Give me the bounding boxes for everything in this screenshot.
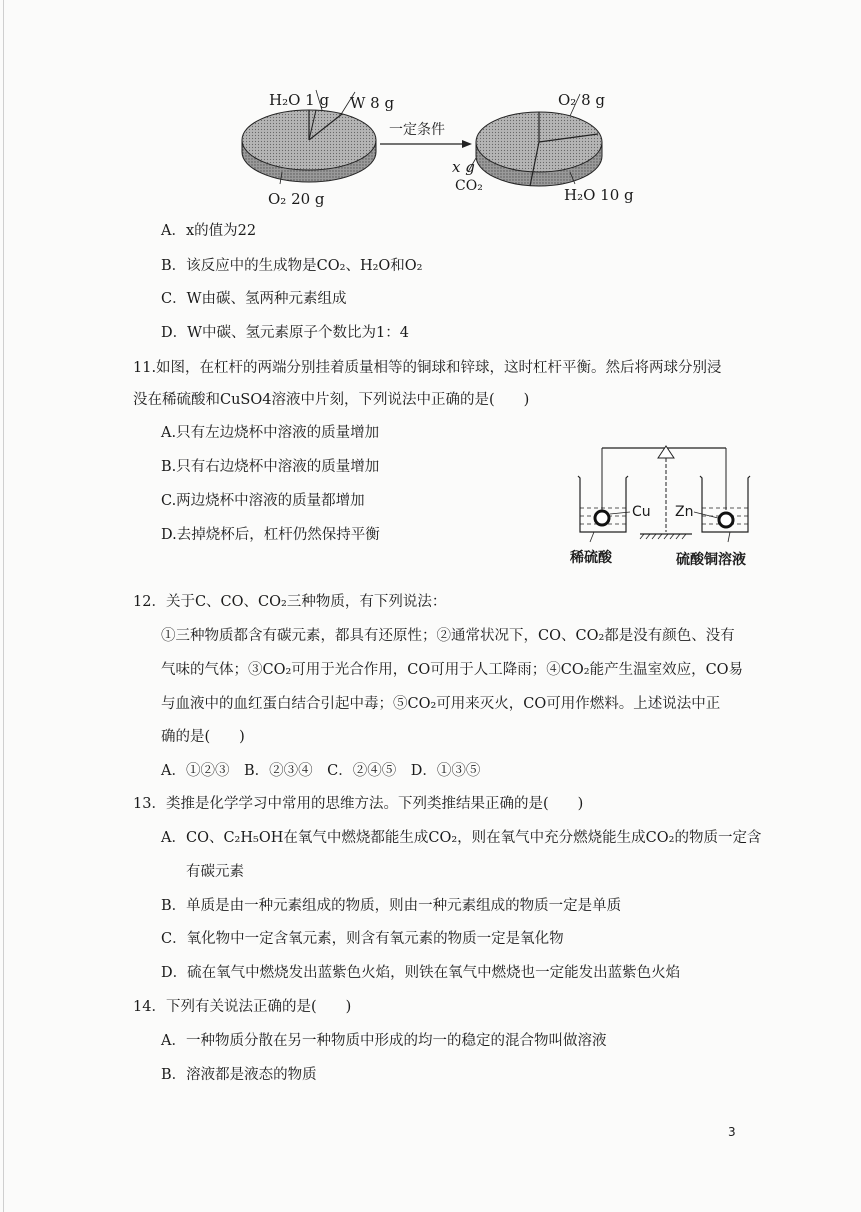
q10-label-w: W 8 g — [350, 94, 395, 112]
q10-label-o2-right: O₂ 8 g — [558, 91, 605, 109]
q11-option-c: C.两边烧杯中溶液的质量都增加 — [161, 493, 365, 509]
q12-body-line3: 与血液中的血红蛋白结合引起中毒；⑤CO₂可用来灭火，CO可用作燃料。上述说法中正 — [161, 696, 721, 712]
q14-stem: 14．下列有关说法正确的是( ) — [133, 999, 352, 1015]
q13-option-b: B．单质是由一种元素组成的物质，则由一种元素组成的物质一定是单质 — [161, 898, 622, 914]
q12-body-line1: ①三种物质都含有碳元素，都具有还原性；②通常状况下，CO、CO₂都是没有颜色、没有 — [161, 628, 735, 644]
q11-option-d: D.去掉烧杯后，杠杆仍然保持平衡 — [161, 527, 380, 543]
q10-arrow-label: 一定条件 — [389, 122, 445, 138]
q10-label-h2o-right: H₂O 10 g — [564, 186, 634, 204]
q11-label-right-beaker: 硫酸铜溶液 — [676, 552, 746, 568]
q12-stem: 12．关于C、CO、CO₂三种物质，有下列说法： — [133, 594, 447, 610]
q14-option-b: B．溶液都是液态的物质 — [161, 1067, 317, 1083]
page-number: 3 — [728, 1125, 736, 1139]
q10-option-b: B．该反应中的生成物是CO₂、H₂O和O₂ — [161, 258, 423, 274]
q12-body-line2: 气味的气体；③CO₂可用于光合作用，CO可用于人工降雨；④CO₂能产生温室效应，CO易 — [161, 662, 744, 678]
q12-body-line4: 确的是( ) — [161, 729, 245, 745]
q13-option-d: D．硫在氧气中燃烧发出蓝紫色火焰，则铁在氧气中燃烧也一定能发出蓝紫色火焰 — [161, 965, 681, 981]
q11-label-left-beaker: 稀硫酸 — [570, 550, 612, 566]
q10-label-co2: CO₂ — [455, 178, 483, 194]
q10-option-d: D．W中碳、氢元素原子个数比为1：4 — [161, 325, 409, 341]
q14-option-a: A．一种物质分散在另一种物质中形成的均一的稳定的混合物叫做溶液 — [161, 1033, 607, 1049]
q12-options: A．①②③ B．②③④ C．②④⑤ D．①③⑤ — [161, 763, 481, 779]
q13-option-c: C．氧化物中一定含氧元素，则含有氧元素的物质一定是氧化物 — [161, 931, 564, 947]
q11-option-a: A.只有左边烧杯中溶液的质量增加 — [161, 425, 380, 441]
q10-label-h2o-left: H₂O 1 g — [269, 91, 330, 109]
q13-stem: 13．类推是化学学习中常用的思维方法。下列类推结果正确的是( ) — [133, 796, 584, 812]
q10-option-a: A．x的值为22 — [161, 223, 257, 239]
q11-lever-beaker-diagram — [568, 438, 758, 546]
q11-label-cu: Cu — [632, 504, 651, 520]
q11-option-b: B.只有右边烧杯中溶液的质量增加 — [161, 459, 380, 475]
q10-label-o2-left: O₂ 20 g — [268, 190, 325, 208]
q11-stem-line1: 11.如图，在杠杆的两端分别挂着质量相等的铜球和锌球，这时杠杆平衡。然后将两球分别浸 — [133, 360, 722, 376]
q11-label-zn: Zn — [675, 504, 694, 520]
q13-option-a-cont: 有碳元素 — [186, 864, 244, 880]
q10-option-c: C．W由碳、氢两种元素组成 — [161, 291, 347, 307]
q11-stem-line2: 没在稀硫酸和CuSO4溶液中片刻，下列说法中正确的是( ) — [133, 392, 530, 408]
q10-label-xg: x g — [452, 158, 475, 176]
page-edge — [3, 0, 4, 1212]
q13-option-a: A．CO、C₂H₅OH在氧气中燃烧都能生成CO₂，则在氧气中充分燃烧能生成CO₂的物质一定含 — [161, 830, 762, 846]
